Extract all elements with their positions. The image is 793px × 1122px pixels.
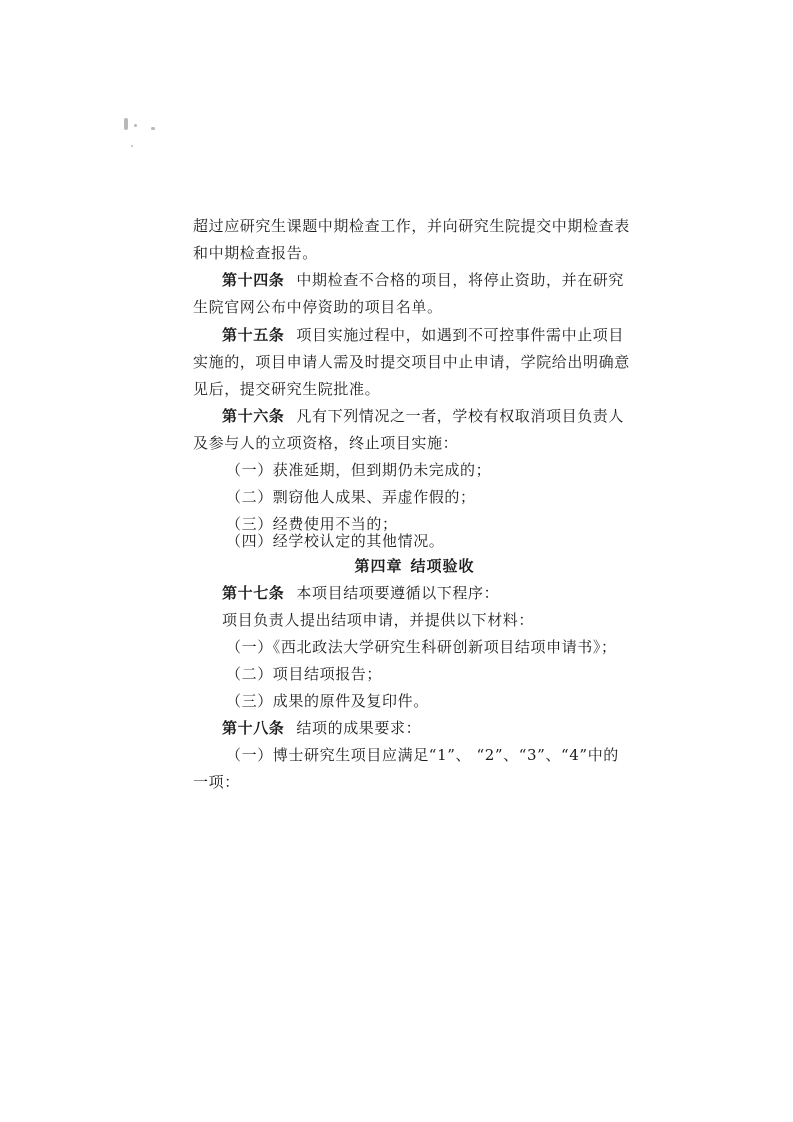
paragraph-line: 生院官网公布中停资助的项目名单。 — [193, 298, 443, 316]
list-item: （一）博士研究生项目应满足“1”、 “2”、“3”、“4”中的 — [226, 746, 619, 764]
list-item: （三）成果的原件及复印件。 — [226, 692, 429, 710]
list-item: （一）《西北政法大学研究生科研创新项目结项申请书》； — [226, 638, 617, 656]
article-15 — [222, 325, 624, 345]
article-number: 第十六条 — [222, 407, 285, 425]
paragraph-line: 和中期检查报告。 — [193, 244, 318, 262]
article-number: 第十七条 — [222, 584, 285, 602]
chapter-title: 结项验收 — [410, 557, 475, 575]
chapter-number: 第四章 — [354, 557, 403, 575]
paragraph-line: 一项： — [193, 773, 240, 791]
paragraph-line: 本项目结项要遵循以下程序： — [296, 584, 500, 602]
scan-speck — [134, 124, 137, 127]
paragraph-line: 项目负责人提出结项申请，并提供以下材料： — [222, 611, 535, 629]
scan-speck — [151, 127, 155, 130]
paragraph-line: 中期检查不合格的项目，将停止资助，并在研究 — [296, 271, 625, 289]
paragraph-line: 结项的成果要求： — [296, 719, 422, 737]
article-number: 第十四条 — [222, 271, 285, 289]
article-18 — [222, 718, 421, 738]
list-item: （三）经费使用不当的； — [226, 515, 398, 533]
list-item: （四）经学校认定的其他情况。 — [226, 532, 445, 550]
article-number: 第十八条 — [222, 719, 285, 737]
scan-speck — [131, 145, 133, 147]
article-16 — [222, 406, 624, 426]
paragraph-line: 项目实施过程中，如遇到不可控事件需中止项目 — [296, 326, 625, 344]
paragraph-line: 实施的，项目申请人需及时提交项目中止申请，学院给出明确意 — [193, 353, 630, 371]
list-item: （一）获准延期，但到期仍未完成的； — [226, 461, 492, 479]
article-17 — [222, 583, 499, 603]
chapter-heading — [0, 556, 793, 576]
article-14 — [222, 270, 624, 290]
article-number: 第十五条 — [222, 326, 285, 344]
paragraph-line: 及参与人的立项资格，终止项目实施： — [193, 434, 459, 452]
paragraph-line: 凡有下列情况之一者，学校有权取消项目负责人 — [296, 407, 625, 425]
list-item: （二）项目结项报告； — [226, 665, 383, 683]
scan-speck — [124, 118, 128, 130]
paragraph-line: 超过应研究生课题中期检查工作，并向研究生院提交中期检查表 — [193, 217, 630, 235]
list-item: （二）剽窃他人成果、弄虚作假的； — [226, 488, 476, 506]
paragraph-line: 见后，提交研究生院批准。 — [193, 380, 381, 398]
